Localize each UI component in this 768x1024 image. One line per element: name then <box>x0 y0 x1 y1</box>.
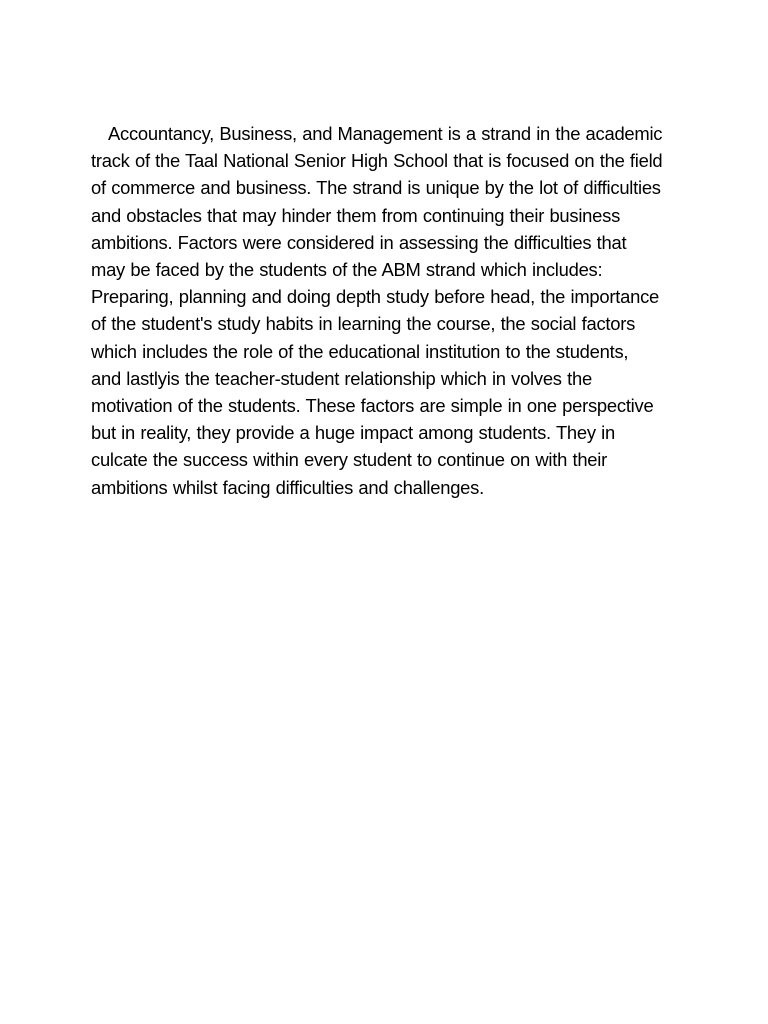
paragraph-line: track of the Taal National Senior High School that is focused on the field <box>91 150 663 172</box>
paragraph-line: motivation of the students. These factors are simple in one perspective <box>91 395 654 417</box>
paragraph-line: ambitions whilst facing difficulties and challenges. <box>91 476 484 498</box>
paragraph-line: but in reality, they provide a huge impact among students. They in <box>91 422 615 444</box>
body-paragraph <box>91 120 711 501</box>
paragraph-line: ambitions. Factors were considered in assessing the difficulties that <box>91 231 627 253</box>
paragraph-line: and lastlyis the teacher-student relationship which in volves the <box>91 367 592 389</box>
paragraph-line: Accountancy, Business, and Management is a strand in the academic <box>108 123 663 144</box>
paragraph-line: and obstacles that may hinder them from continuing their business <box>91 204 621 226</box>
paragraph-line: of commerce and business. The strand is unique by the lot of difficulties <box>91 177 661 199</box>
paragraph-line: may be faced by the students of the ABM strand which includes: <box>91 259 603 281</box>
paragraph-line: Preparing, planning and doing depth study before head, the importance <box>91 286 659 308</box>
paragraph-line: of the student's study habits in learning the course, the social factors <box>91 313 636 335</box>
paragraph-line: culcate the success within every student to continue on with their <box>91 449 607 471</box>
paragraph-line: which includes the role of the educational institution to the students, <box>91 340 629 362</box>
